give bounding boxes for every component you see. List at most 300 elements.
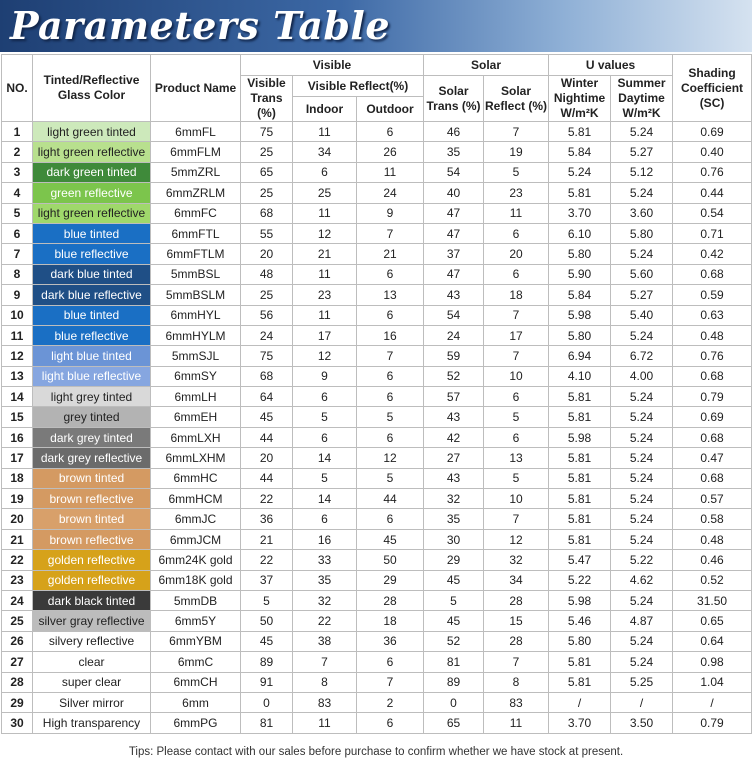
cell-visible-reflect-outdoor: 13 [357,285,424,305]
cell-shading-coefficient: 0.57 [673,489,752,509]
cell-u-winter: 5.84 [549,142,611,162]
cell-visible-trans: 5 [241,590,293,610]
cell-u-winter: 5.81 [549,387,611,407]
title-banner [0,0,752,52]
cell-u-winter: 6.94 [549,346,611,366]
table-row [2,325,752,345]
cell-visible-reflect-indoor: 21 [293,244,357,264]
cell-visible-reflect-outdoor: 29 [357,570,424,590]
table-row [2,366,752,386]
cell-visible-reflect-outdoor: 5 [357,468,424,488]
header-solar: Solar [424,55,549,76]
cell-solar-reflect: 6 [484,223,549,243]
cell-shading-coefficient: 0.98 [673,652,752,672]
table-row [2,285,752,305]
cell-solar-trans: 47 [424,264,484,284]
cell-solar-reflect: 12 [484,529,549,549]
header-no: NO. [2,55,33,122]
cell-product-name: 5mmDB [151,590,241,610]
table-row [2,631,752,651]
cell-u-summer: 5.60 [611,264,673,284]
cell-u-summer: 5.24 [611,652,673,672]
cell-no: 17 [2,448,33,468]
cell-no: 15 [2,407,33,427]
cell-visible-trans: 56 [241,305,293,325]
table-row [2,468,752,488]
cell-visible-reflect-outdoor: 6 [357,652,424,672]
cell-visible-trans: 36 [241,509,293,529]
table-row [2,489,752,509]
header-visible-reflect: Visible Reflect(%) [293,76,424,97]
cell-visible-trans: 22 [241,489,293,509]
cell-shading-coefficient: 0.52 [673,570,752,590]
cell-solar-reflect: 32 [484,550,549,570]
cell-visible-reflect-outdoor: 24 [357,183,424,203]
cell-shading-coefficient: 0.79 [673,713,752,733]
cell-shading-coefficient: 0.76 [673,346,752,366]
cell-visible-reflect-indoor: 83 [293,692,357,712]
cell-solar-trans: 54 [424,162,484,182]
cell-visible-reflect-outdoor: 44 [357,489,424,509]
cell-product-name: 6mmHYLM [151,325,241,345]
cell-solar-trans: 59 [424,346,484,366]
cell-no: 16 [2,427,33,447]
cell-glass-color: light green reflective [33,203,151,223]
cell-no: 11 [2,325,33,345]
cell-solar-trans: 35 [424,142,484,162]
cell-shading-coefficient: 0.79 [673,387,752,407]
cell-u-summer: 5.24 [611,509,673,529]
cell-u-winter: 5.81 [549,407,611,427]
cell-visible-trans: 91 [241,672,293,692]
cell-no: 26 [2,631,33,651]
cell-visible-reflect-indoor: 34 [293,142,357,162]
cell-solar-reflect: 8 [484,672,549,692]
cell-solar-trans: 42 [424,427,484,447]
cell-product-name: 6mmFTLM [151,244,241,264]
cell-glass-color: light green tinted [33,122,151,142]
cell-shading-coefficient: 0.64 [673,631,752,651]
cell-u-winter: 5.24 [549,162,611,182]
cell-solar-trans: 5 [424,590,484,610]
cell-shading-coefficient: / [673,692,752,712]
cell-no: 1 [2,122,33,142]
table-row [2,162,752,182]
cell-visible-reflect-outdoor: 2 [357,692,424,712]
cell-product-name: 5mmSJL [151,346,241,366]
cell-u-winter: 5.81 [549,183,611,203]
cell-u-summer: 5.25 [611,672,673,692]
cell-visible-trans: 37 [241,570,293,590]
cell-u-winter: 5.98 [549,427,611,447]
cell-no: 3 [2,162,33,182]
table-row [2,652,752,672]
cell-visible-reflect-outdoor: 28 [357,590,424,610]
cell-product-name: 6mmLXH [151,427,241,447]
table-row [2,183,752,203]
cell-u-winter: 5.98 [549,590,611,610]
cell-product-name: 6mmLXHM [151,448,241,468]
cell-visible-reflect-indoor: 5 [293,468,357,488]
cell-u-winter: 5.81 [549,489,611,509]
cell-visible-reflect-indoor: 16 [293,529,357,549]
cell-no: 8 [2,264,33,284]
cell-u-winter: 5.80 [549,325,611,345]
cell-shading-coefficient: 0.65 [673,611,752,631]
cell-u-summer: 5.24 [611,489,673,509]
cell-no: 22 [2,550,33,570]
table-body [2,122,752,734]
cell-u-summer: 5.24 [611,468,673,488]
cell-u-winter: 5.81 [549,468,611,488]
cell-solar-reflect: 10 [484,489,549,509]
cell-no: 18 [2,468,33,488]
cell-u-summer: 5.24 [611,325,673,345]
tips-note: Tips: Please contact with our sales before purchase to confirm whether we have stock at present. [128,746,624,758]
cell-u-winter: / [549,692,611,712]
cell-visible-reflect-indoor: 11 [293,305,357,325]
cell-u-summer: 5.24 [611,448,673,468]
cell-visible-trans: 68 [241,203,293,223]
cell-solar-trans: 47 [424,223,484,243]
cell-visible-trans: 55 [241,223,293,243]
header-solar-trans: Solar Trans (%) [424,76,484,122]
cell-u-summer: 5.24 [611,631,673,651]
cell-no: 24 [2,590,33,610]
cell-solar-reflect: 7 [484,509,549,529]
cell-u-summer: 5.40 [611,305,673,325]
cell-u-summer: 6.72 [611,346,673,366]
cell-u-winter: 5.46 [549,611,611,631]
cell-visible-reflect-outdoor: 6 [357,264,424,284]
cell-visible-reflect-indoor: 6 [293,162,357,182]
cell-solar-reflect: 15 [484,611,549,631]
cell-solar-trans: 29 [424,550,484,570]
cell-visible-reflect-outdoor: 50 [357,550,424,570]
cell-glass-color: green reflective [33,183,151,203]
cell-no: 30 [2,713,33,733]
cell-shading-coefficient: 0.68 [673,366,752,386]
cell-u-winter: 5.90 [549,264,611,284]
cell-glass-color: blue reflective [33,325,151,345]
cell-visible-trans: 44 [241,468,293,488]
header-outdoor: Outdoor [357,97,424,122]
cell-visible-reflect-outdoor: 45 [357,529,424,549]
cell-solar-reflect: 28 [484,631,549,651]
cell-glass-color: blue tinted [33,223,151,243]
cell-solar-trans: 46 [424,122,484,142]
cell-shading-coefficient: 0.42 [673,244,752,264]
cell-visible-reflect-outdoor: 6 [357,509,424,529]
cell-visible-trans: 89 [241,652,293,672]
cell-u-summer: 5.27 [611,142,673,162]
cell-solar-reflect: 83 [484,692,549,712]
cell-solar-trans: 47 [424,203,484,223]
table-row [2,692,752,712]
cell-solar-trans: 45 [424,611,484,631]
cell-visible-trans: 81 [241,713,293,733]
cell-no: 23 [2,570,33,590]
cell-solar-reflect: 19 [484,142,549,162]
cell-solar-trans: 52 [424,631,484,651]
cell-product-name: 6mmCH [151,672,241,692]
cell-visible-trans: 25 [241,142,293,162]
cell-glass-color: grey tinted [33,407,151,427]
cell-product-name: 6mmFTL [151,223,241,243]
cell-glass-color: super clear [33,672,151,692]
cell-visible-reflect-indoor: 22 [293,611,357,631]
cell-shading-coefficient: 0.47 [673,448,752,468]
cell-visible-reflect-outdoor: 21 [357,244,424,264]
cell-u-winter: 5.98 [549,305,611,325]
cell-no: 29 [2,692,33,712]
cell-visible-trans: 44 [241,427,293,447]
cell-visible-reflect-outdoor: 5 [357,407,424,427]
cell-no: 9 [2,285,33,305]
cell-u-summer: 5.22 [611,550,673,570]
table-row [2,611,752,631]
cell-visible-reflect-indoor: 11 [293,203,357,223]
cell-visible-reflect-outdoor: 12 [357,448,424,468]
cell-visible-reflect-outdoor: 6 [357,713,424,733]
cell-no: 13 [2,366,33,386]
cell-visible-trans: 21 [241,529,293,549]
cell-visible-reflect-indoor: 6 [293,509,357,529]
cell-shading-coefficient: 1.04 [673,672,752,692]
cell-product-name: 6mmJCM [151,529,241,549]
header-product-name: Product Name [151,55,241,122]
cell-no: 25 [2,611,33,631]
cell-solar-reflect: 10 [484,366,549,386]
cell-glass-color: silvery reflective [33,631,151,651]
cell-no: 2 [2,142,33,162]
cell-product-name: 6mmEH [151,407,241,427]
table-row [2,672,752,692]
cell-u-summer: 4.87 [611,611,673,631]
cell-u-winter: 5.22 [549,570,611,590]
cell-visible-reflect-indoor: 33 [293,550,357,570]
cell-shading-coefficient: 0.59 [673,285,752,305]
cell-shading-coefficient: 0.63 [673,305,752,325]
table-row [2,305,752,325]
cell-product-name: 6mmHCM [151,489,241,509]
cell-no: 27 [2,652,33,672]
table-row [2,713,752,733]
cell-solar-reflect: 13 [484,448,549,468]
cell-solar-reflect: 11 [484,713,549,733]
header-winter-nightime: Winter Nightime W/m²K [549,76,611,122]
cell-solar-reflect: 17 [484,325,549,345]
cell-product-name: 6mmZRLM [151,183,241,203]
cell-glass-color: brown tinted [33,468,151,488]
cell-u-summer: 5.80 [611,223,673,243]
cell-visible-reflect-outdoor: 9 [357,203,424,223]
cell-shading-coefficient: 0.76 [673,162,752,182]
table-row [2,550,752,570]
cell-solar-reflect: 28 [484,590,549,610]
cell-glass-color: golden reflective [33,570,151,590]
cell-product-name: 6mm [151,692,241,712]
cell-visible-reflect-indoor: 12 [293,223,357,243]
cell-product-name: 6mmHC [151,468,241,488]
cell-visible-reflect-indoor: 12 [293,346,357,366]
cell-visible-trans: 75 [241,122,293,142]
cell-product-name: 5mmZRL [151,162,241,182]
table-row [2,529,752,549]
cell-u-winter: 5.84 [549,285,611,305]
cell-glass-color: blue reflective [33,244,151,264]
cell-visible-trans: 25 [241,183,293,203]
cell-no: 19 [2,489,33,509]
cell-product-name: 6mmJC [151,509,241,529]
cell-glass-color: dark green tinted [33,162,151,182]
cell-u-winter: 5.81 [549,652,611,672]
cell-visible-trans: 25 [241,285,293,305]
cell-shading-coefficient: 0.71 [673,223,752,243]
cell-visible-reflect-indoor: 17 [293,325,357,345]
cell-solar-trans: 40 [424,183,484,203]
cell-glass-color: dark blue reflective [33,285,151,305]
cell-visible-trans: 75 [241,346,293,366]
cell-u-summer: 5.24 [611,529,673,549]
cell-u-summer: 5.12 [611,162,673,182]
cell-no: 12 [2,346,33,366]
cell-visible-reflect-outdoor: 6 [357,387,424,407]
cell-no: 14 [2,387,33,407]
cell-visible-reflect-indoor: 5 [293,407,357,427]
cell-visible-reflect-indoor: 9 [293,366,357,386]
cell-shading-coefficient: 0.68 [673,427,752,447]
cell-solar-trans: 65 [424,713,484,733]
cell-solar-reflect: 11 [484,203,549,223]
cell-glass-color: brown reflective [33,489,151,509]
cell-u-winter: 5.81 [549,448,611,468]
cell-solar-trans: 57 [424,387,484,407]
cell-u-summer: 5.24 [611,590,673,610]
cell-shading-coefficient: 0.58 [673,509,752,529]
cell-solar-reflect: 5 [484,407,549,427]
header-indoor: Indoor [293,97,357,122]
cell-u-winter: 6.10 [549,223,611,243]
cell-visible-trans: 45 [241,631,293,651]
cell-visible-reflect-outdoor: 36 [357,631,424,651]
cell-glass-color: dark grey reflective [33,448,151,468]
cell-u-winter: 5.47 [549,550,611,570]
table-row [2,223,752,243]
cell-glass-color: dark black tinted [33,590,151,610]
cell-visible-trans: 20 [241,244,293,264]
cell-no: 6 [2,223,33,243]
cell-solar-trans: 0 [424,692,484,712]
cell-solar-trans: 30 [424,529,484,549]
cell-glass-color: light blue reflective [33,366,151,386]
cell-visible-reflect-indoor: 35 [293,570,357,590]
cell-u-summer: 5.24 [611,183,673,203]
cell-visible-reflect-indoor: 6 [293,387,357,407]
cell-solar-trans: 43 [424,285,484,305]
cell-solar-reflect: 6 [484,387,549,407]
cell-visible-reflect-outdoor: 7 [357,672,424,692]
cell-u-winter: 3.70 [549,203,611,223]
cell-solar-reflect: 7 [484,122,549,142]
table-row [2,407,752,427]
header-visible-trans: Visible Trans (%) [241,76,293,122]
cell-visible-trans: 48 [241,264,293,284]
cell-glass-color: golden reflective [33,550,151,570]
cell-no: 10 [2,305,33,325]
table-row [2,590,752,610]
cell-u-summer: 5.24 [611,407,673,427]
cell-shading-coefficient: 0.48 [673,529,752,549]
cell-shading-coefficient: 0.40 [673,142,752,162]
cell-solar-reflect: 34 [484,570,549,590]
cell-glass-color: light blue tinted [33,346,151,366]
cell-shading-coefficient: 0.68 [673,468,752,488]
cell-solar-reflect: 7 [484,305,549,325]
cell-visible-reflect-indoor: 11 [293,264,357,284]
cell-visible-reflect-indoor: 7 [293,652,357,672]
header-shading-coefficient: Shading Coefficient (SC) [673,55,752,122]
cell-product-name: 5mmBSLM [151,285,241,305]
cell-visible-reflect-indoor: 14 [293,489,357,509]
cell-u-summer: 5.24 [611,427,673,447]
cell-product-name: 6mmFLM [151,142,241,162]
cell-visible-trans: 20 [241,448,293,468]
header-visible: Visible [241,55,424,76]
cell-visible-reflect-outdoor: 6 [357,122,424,142]
cell-solar-reflect: 5 [484,162,549,182]
cell-u-summer: 3.50 [611,713,673,733]
cell-solar-trans: 24 [424,325,484,345]
cell-product-name: 6mmFC [151,203,241,223]
cell-u-winter: 4.10 [549,366,611,386]
cell-u-winter: 5.81 [549,529,611,549]
cell-visible-reflect-indoor: 25 [293,183,357,203]
table-row [2,509,752,529]
cell-u-summer: 5.24 [611,244,673,264]
table-row [2,203,752,223]
cell-glass-color: brown reflective [33,529,151,549]
cell-glass-color: light green reflective [33,142,151,162]
cell-glass-color: dark grey tinted [33,427,151,447]
cell-product-name: 6mmPG [151,713,241,733]
cell-product-name: 6mmC [151,652,241,672]
cell-glass-color: light grey tinted [33,387,151,407]
cell-visible-reflect-outdoor: 7 [357,223,424,243]
table-row [2,346,752,366]
cell-visible-reflect-indoor: 32 [293,590,357,610]
cell-no: 4 [2,183,33,203]
cell-shading-coefficient: 0.54 [673,203,752,223]
cell-solar-reflect: 20 [484,244,549,264]
cell-product-name: 6mmSY [151,366,241,386]
cell-no: 7 [2,244,33,264]
cell-product-name: 5mmBSL [151,264,241,284]
cell-glass-color: clear [33,652,151,672]
cell-u-summer: 5.24 [611,387,673,407]
cell-u-summer: 3.60 [611,203,673,223]
cell-u-summer: / [611,692,673,712]
cell-solar-trans: 81 [424,652,484,672]
cell-u-summer: 5.27 [611,285,673,305]
cell-glass-color: Silver mirror [33,692,151,712]
cell-visible-trans: 65 [241,162,293,182]
cell-visible-reflect-indoor: 6 [293,427,357,447]
cell-no: 5 [2,203,33,223]
table-header [2,55,752,122]
cell-glass-color: blue tinted [33,305,151,325]
cell-solar-trans: 43 [424,407,484,427]
